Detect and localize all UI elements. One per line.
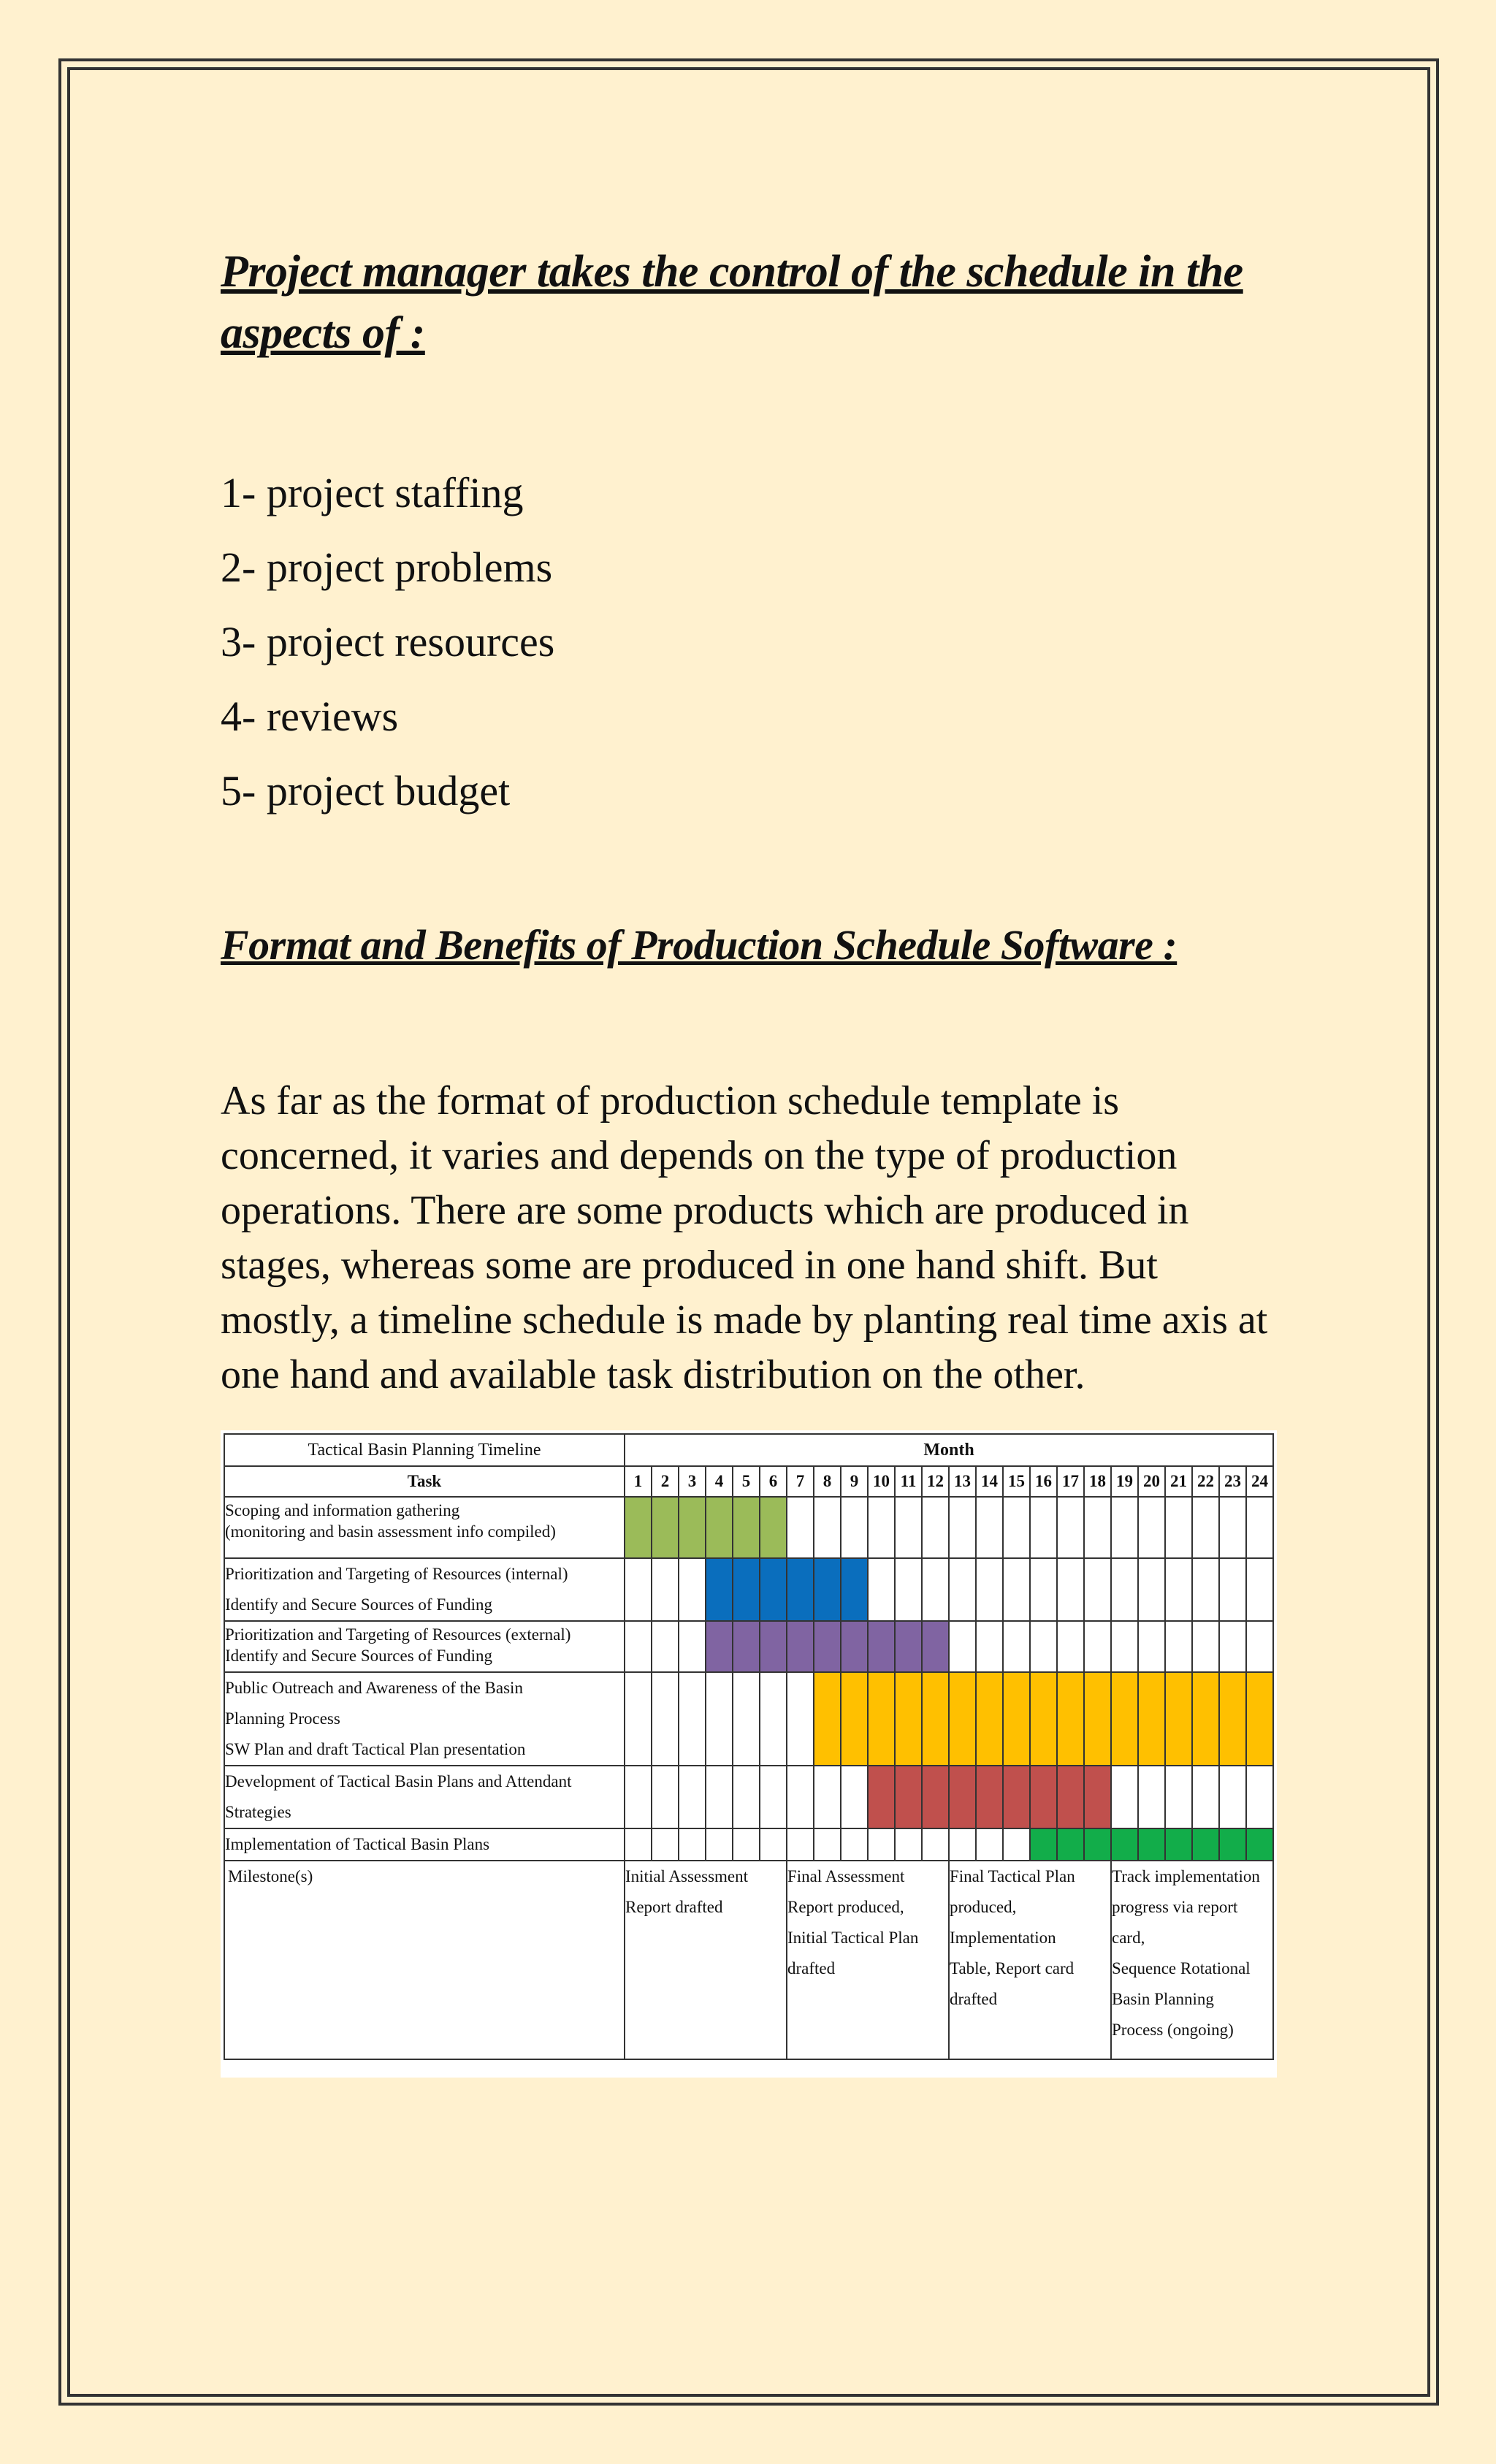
milestone-line: Implementation <box>950 1929 1056 1947</box>
timeline-bar-cell <box>1003 1672 1030 1766</box>
list-item: 5- project budget <box>221 767 511 815</box>
month-number: 7 <box>787 1466 814 1497</box>
timeline-cell <box>625 1558 652 1621</box>
month-number: 22 <box>1192 1466 1219 1497</box>
task-name-line: Strategies <box>225 1803 291 1821</box>
task-name-line: Planning Process <box>225 1709 340 1728</box>
timeline-cell <box>706 1766 733 1828</box>
milestone-row <box>224 1861 1273 2059</box>
timeline-cell <box>949 1828 976 1861</box>
list-item: 2- project problems <box>221 543 553 591</box>
milestone-line: Final Tactical Plan <box>950 1867 1075 1885</box>
timeline-cell <box>814 1828 841 1861</box>
timeline-cell <box>1003 1621 1030 1672</box>
timeline-bar-cell <box>895 1672 922 1766</box>
timeline-bar-cell <box>1192 1828 1219 1861</box>
task-name <box>224 1621 625 1672</box>
milestone-line: Basin Planning <box>1112 1990 1214 2008</box>
list-item: 4- reviews <box>221 693 399 740</box>
gantt-month-row <box>224 1466 1273 1497</box>
timeline-cell <box>733 1766 760 1828</box>
month-number: 24 <box>1246 1466 1273 1497</box>
timeline-bar-cell <box>1138 1672 1165 1766</box>
timeline-bar-cell <box>1030 1672 1057 1766</box>
timeline-cell <box>1111 1558 1138 1621</box>
task-name-line: Public Outreach and Awareness of the Basin <box>225 1679 523 1697</box>
timeline-cell <box>1111 1766 1138 1828</box>
timeline-bar-cell <box>1057 1672 1084 1766</box>
month-number: 11 <box>895 1466 922 1497</box>
timeline-bar-cell <box>895 1766 922 1828</box>
timeline-bar-cell <box>1030 1766 1057 1828</box>
timeline-cell <box>841 1497 868 1558</box>
timeline-cell <box>1219 1497 1246 1558</box>
timeline-bar-cell <box>760 1497 787 1558</box>
timeline-bar-cell <box>706 1621 733 1672</box>
timeline-bar-cell <box>1111 1672 1138 1766</box>
timeline-bar-cell <box>1219 1828 1246 1861</box>
timeline-bar-cell <box>760 1621 787 1672</box>
timeline-bar-cell <box>922 1672 949 1766</box>
timeline-cell <box>787 1497 814 1558</box>
timeline-cell <box>679 1828 706 1861</box>
month-number: 9 <box>841 1466 868 1497</box>
timeline-cell <box>895 1558 922 1621</box>
milestone-cell <box>949 1861 1111 2059</box>
month-number: 2 <box>652 1466 679 1497</box>
task-name-line: Identify and Secure Sources of Funding <box>225 1595 493 1614</box>
timeline-cell <box>976 1558 1003 1621</box>
timeline-cell <box>1246 1558 1273 1621</box>
timeline-bar-cell <box>1192 1672 1219 1766</box>
timeline-cell <box>679 1558 706 1621</box>
document-body <box>221 241 1280 1403</box>
timeline-bar-cell <box>1084 1828 1111 1861</box>
milestone-line: produced, <box>950 1898 1017 1916</box>
milestone-cell <box>1111 1861 1273 2059</box>
task-name <box>224 1828 625 1861</box>
timeline-bar-cell <box>733 1497 760 1558</box>
timeline-cell <box>922 1828 949 1861</box>
timeline-bar-cell <box>1165 1828 1192 1861</box>
timeline-bar-cell <box>733 1558 760 1621</box>
timeline-cell <box>922 1558 949 1621</box>
timeline-cell <box>1030 1621 1057 1672</box>
month-number: 3 <box>679 1466 706 1497</box>
month-number: 14 <box>976 1466 1003 1497</box>
timeline-bar-cell <box>787 1558 814 1621</box>
timeline-cell <box>760 1828 787 1861</box>
month-header: Month <box>625 1434 1273 1466</box>
timeline-cell <box>1003 1828 1030 1861</box>
milestone-line: Track implementation <box>1112 1867 1260 1885</box>
timeline-cell <box>706 1828 733 1861</box>
task-name <box>224 1672 625 1766</box>
timeline-cell <box>1246 1621 1273 1672</box>
timeline-cell <box>679 1766 706 1828</box>
timeline-cell <box>895 1497 922 1558</box>
list-item: 1- project staffing <box>221 469 524 516</box>
milestone-cell <box>787 1861 949 2059</box>
month-number: 18 <box>1084 1466 1111 1497</box>
timeline-bar-cell <box>760 1558 787 1621</box>
timeline-cell <box>1138 1497 1165 1558</box>
timeline-cell <box>976 1828 1003 1861</box>
timeline-bar-cell <box>1246 1672 1273 1766</box>
timeline-cell <box>652 1558 679 1621</box>
timeline-cell <box>949 1497 976 1558</box>
task-header: Task <box>224 1466 625 1497</box>
timeline-cell <box>868 1497 895 1558</box>
timeline-bar-cell <box>1057 1828 1084 1861</box>
gantt-timeline-image <box>221 1430 1277 2078</box>
task-name <box>224 1497 625 1558</box>
timeline-cell <box>652 1672 679 1766</box>
timeline-bar-cell <box>1165 1672 1192 1766</box>
timeline-cell <box>814 1766 841 1828</box>
timeline-bar-cell <box>922 1621 949 1672</box>
timeline-cell <box>787 1766 814 1828</box>
timeline-bar-cell <box>733 1621 760 1672</box>
timeline-cell <box>1111 1497 1138 1558</box>
timeline-cell <box>652 1828 679 1861</box>
timeline-cell <box>1138 1766 1165 1828</box>
list-item: 3- project resources <box>221 618 555 665</box>
month-number: 8 <box>814 1466 841 1497</box>
task-name-line: Prioritization and Targeting of Resources (internal) <box>225 1565 568 1583</box>
milestone-line: Process (ongoing) <box>1112 2021 1234 2039</box>
milestone-line: progress via report <box>1112 1898 1238 1916</box>
timeline-bar-cell <box>868 1672 895 1766</box>
month-number: 20 <box>1138 1466 1165 1497</box>
milestone-line: Final Assessment <box>787 1867 905 1885</box>
timeline-bar-cell <box>949 1672 976 1766</box>
timeline-cell <box>1030 1497 1057 1558</box>
timeline-bar-cell <box>1246 1828 1273 1861</box>
timeline-cell <box>1192 1766 1219 1828</box>
timeline-cell <box>625 1766 652 1828</box>
timeline-cell <box>1030 1558 1057 1621</box>
timeline-cell <box>787 1672 814 1766</box>
timeline-bar-cell <box>814 1672 841 1766</box>
timeline-bar-cell <box>1084 1672 1111 1766</box>
month-number: 13 <box>949 1466 976 1497</box>
timeline-bar-cell <box>841 1672 868 1766</box>
timeline-cell <box>814 1497 841 1558</box>
timeline-cell <box>1111 1621 1138 1672</box>
milestone-line: Sequence Rotational <box>1112 1959 1251 1977</box>
timeline-cell <box>868 1828 895 1861</box>
timeline-cell <box>760 1672 787 1766</box>
milestone-line: Report drafted <box>625 1898 723 1916</box>
timeline-cell <box>895 1828 922 1861</box>
timeline-cell <box>1165 1621 1192 1672</box>
task-row <box>224 1766 1273 1828</box>
section-heading-format-benefits: Format and Benefits of Production Schedule Software : <box>221 921 1178 969</box>
timeline-cell <box>625 1621 652 1672</box>
milestone-line: Table, Report card <box>950 1959 1075 1977</box>
timeline-cell <box>976 1497 1003 1558</box>
timeline-cell <box>733 1672 760 1766</box>
milestone-line: Initial Assessment <box>625 1867 749 1885</box>
task-row <box>224 1672 1273 1766</box>
task-row <box>224 1497 1273 1558</box>
timeline-bar-cell <box>814 1621 841 1672</box>
timeline-cell <box>1219 1766 1246 1828</box>
timeline-cell <box>1192 1497 1219 1558</box>
month-number: 21 <box>1165 1466 1192 1497</box>
timeline-bar-cell <box>1003 1766 1030 1828</box>
timeline-cell <box>949 1558 976 1621</box>
timeline-cell <box>1165 1558 1192 1621</box>
timeline-cell <box>760 1766 787 1828</box>
timeline-bar-cell <box>976 1672 1003 1766</box>
task-row <box>224 1621 1273 1672</box>
gantt-title: Tactical Basin Planning Timeline <box>224 1434 625 1466</box>
milestone-line: Report produced, <box>787 1898 904 1916</box>
task-name-line: Scoping and information gathering <box>225 1501 460 1519</box>
section-heading-schedule-control: Project manager takes the control of the schedule in the aspects of : <box>221 247 1243 358</box>
milestone-label: Milestone(s) <box>224 1861 625 2059</box>
timeline-cell <box>787 1828 814 1861</box>
timeline-cell <box>706 1672 733 1766</box>
timeline-cell <box>841 1766 868 1828</box>
month-number: 19 <box>1111 1466 1138 1497</box>
timeline-bar-cell <box>841 1558 868 1621</box>
timeline-cell <box>841 1828 868 1861</box>
timeline-cell <box>868 1558 895 1621</box>
timeline-bar-cell <box>868 1766 895 1828</box>
task-row <box>224 1558 1273 1621</box>
timeline-cell <box>1057 1558 1084 1621</box>
month-number: 23 <box>1219 1466 1246 1497</box>
timeline-bar-cell <box>814 1558 841 1621</box>
milestone-line: drafted <box>787 1959 836 1977</box>
timeline-bar-cell <box>652 1497 679 1558</box>
timeline-bar-cell <box>679 1497 706 1558</box>
timeline-cell <box>949 1621 976 1672</box>
timeline-cell <box>625 1828 652 1861</box>
timeline-cell <box>733 1828 760 1861</box>
timeline-cell <box>679 1621 706 1672</box>
milestone-line: drafted <box>950 1990 998 2008</box>
milestone-line: card, <box>1112 1929 1145 1947</box>
timeline-bar-cell <box>868 1621 895 1672</box>
timeline-bar-cell <box>895 1621 922 1672</box>
timeline-bar-cell <box>787 1621 814 1672</box>
timeline-bar-cell <box>1219 1672 1246 1766</box>
timeline-cell <box>1192 1558 1219 1621</box>
month-number: 15 <box>1003 1466 1030 1497</box>
timeline-bar-cell <box>1111 1828 1138 1861</box>
month-number: 10 <box>868 1466 895 1497</box>
timeline-cell <box>1219 1558 1246 1621</box>
timeline-cell <box>1246 1766 1273 1828</box>
timeline-cell <box>1003 1497 1030 1558</box>
timeline-cell <box>976 1621 1003 1672</box>
timeline-cell <box>1219 1621 1246 1672</box>
timeline-cell <box>1057 1497 1084 1558</box>
timeline-bar-cell <box>706 1497 733 1558</box>
timeline-bar-cell <box>976 1766 1003 1828</box>
timeline-cell <box>1192 1621 1219 1672</box>
timeline-cell <box>1138 1621 1165 1672</box>
timeline-cell <box>1138 1558 1165 1621</box>
task-name <box>224 1558 625 1621</box>
timeline-cell <box>922 1497 949 1558</box>
month-number: 4 <box>706 1466 733 1497</box>
aspects-list <box>221 456 1280 828</box>
timeline-bar-cell <box>1138 1828 1165 1861</box>
milestone-cell <box>625 1861 787 2059</box>
month-number: 17 <box>1057 1466 1084 1497</box>
task-name-line: Identify and Secure Sources of Funding <box>225 1647 493 1665</box>
task-name-line: (monitoring and basin assessment info compiled) <box>225 1522 556 1541</box>
gantt-table <box>224 1433 1274 2060</box>
gantt-header-row <box>224 1434 1273 1466</box>
timeline-bar-cell <box>1030 1828 1057 1861</box>
month-number: 5 <box>733 1466 760 1497</box>
timeline-bar-cell <box>1057 1766 1084 1828</box>
timeline-cell <box>625 1672 652 1766</box>
month-number: 1 <box>625 1466 652 1497</box>
timeline-cell <box>679 1672 706 1766</box>
body-paragraph: As far as the format of production schedule template is concerned, it varies and depends on the type of production operations. There are some products which are produced in stages, whereas some are produced in one hand shift. But mostly, a timeline schedule is made by planting real time axis at one hand and available task distribution on the other. <box>221 1078 1268 1397</box>
timeline-bar-cell <box>706 1558 733 1621</box>
task-name <box>224 1766 625 1828</box>
timeline-cell <box>1084 1621 1111 1672</box>
task-row <box>224 1828 1273 1861</box>
month-number: 6 <box>760 1466 787 1497</box>
task-name-line: SW Plan and draft Tactical Plan presentation <box>225 1740 526 1758</box>
timeline-cell <box>1246 1497 1273 1558</box>
timeline-cell <box>1003 1558 1030 1621</box>
timeline-cell <box>1165 1497 1192 1558</box>
timeline-bar-cell <box>1084 1766 1111 1828</box>
timeline-cell <box>1084 1497 1111 1558</box>
timeline-cell <box>652 1766 679 1828</box>
task-name-line: Development of Tactical Basin Plans and Attendant <box>225 1772 572 1790</box>
month-number: 12 <box>922 1466 949 1497</box>
timeline-bar-cell <box>949 1766 976 1828</box>
timeline-cell <box>1165 1766 1192 1828</box>
timeline-bar-cell <box>922 1766 949 1828</box>
task-name-line: Prioritization and Targeting of Resources (external) <box>225 1625 571 1644</box>
task-name-line: Implementation of Tactical Basin Plans <box>225 1835 490 1853</box>
timeline-cell <box>1057 1621 1084 1672</box>
timeline-bar-cell <box>841 1621 868 1672</box>
milestone-line: Initial Tactical Plan <box>787 1929 919 1947</box>
timeline-cell <box>1084 1558 1111 1621</box>
month-number: 16 <box>1030 1466 1057 1497</box>
timeline-cell <box>652 1621 679 1672</box>
timeline-bar-cell <box>625 1497 652 1558</box>
